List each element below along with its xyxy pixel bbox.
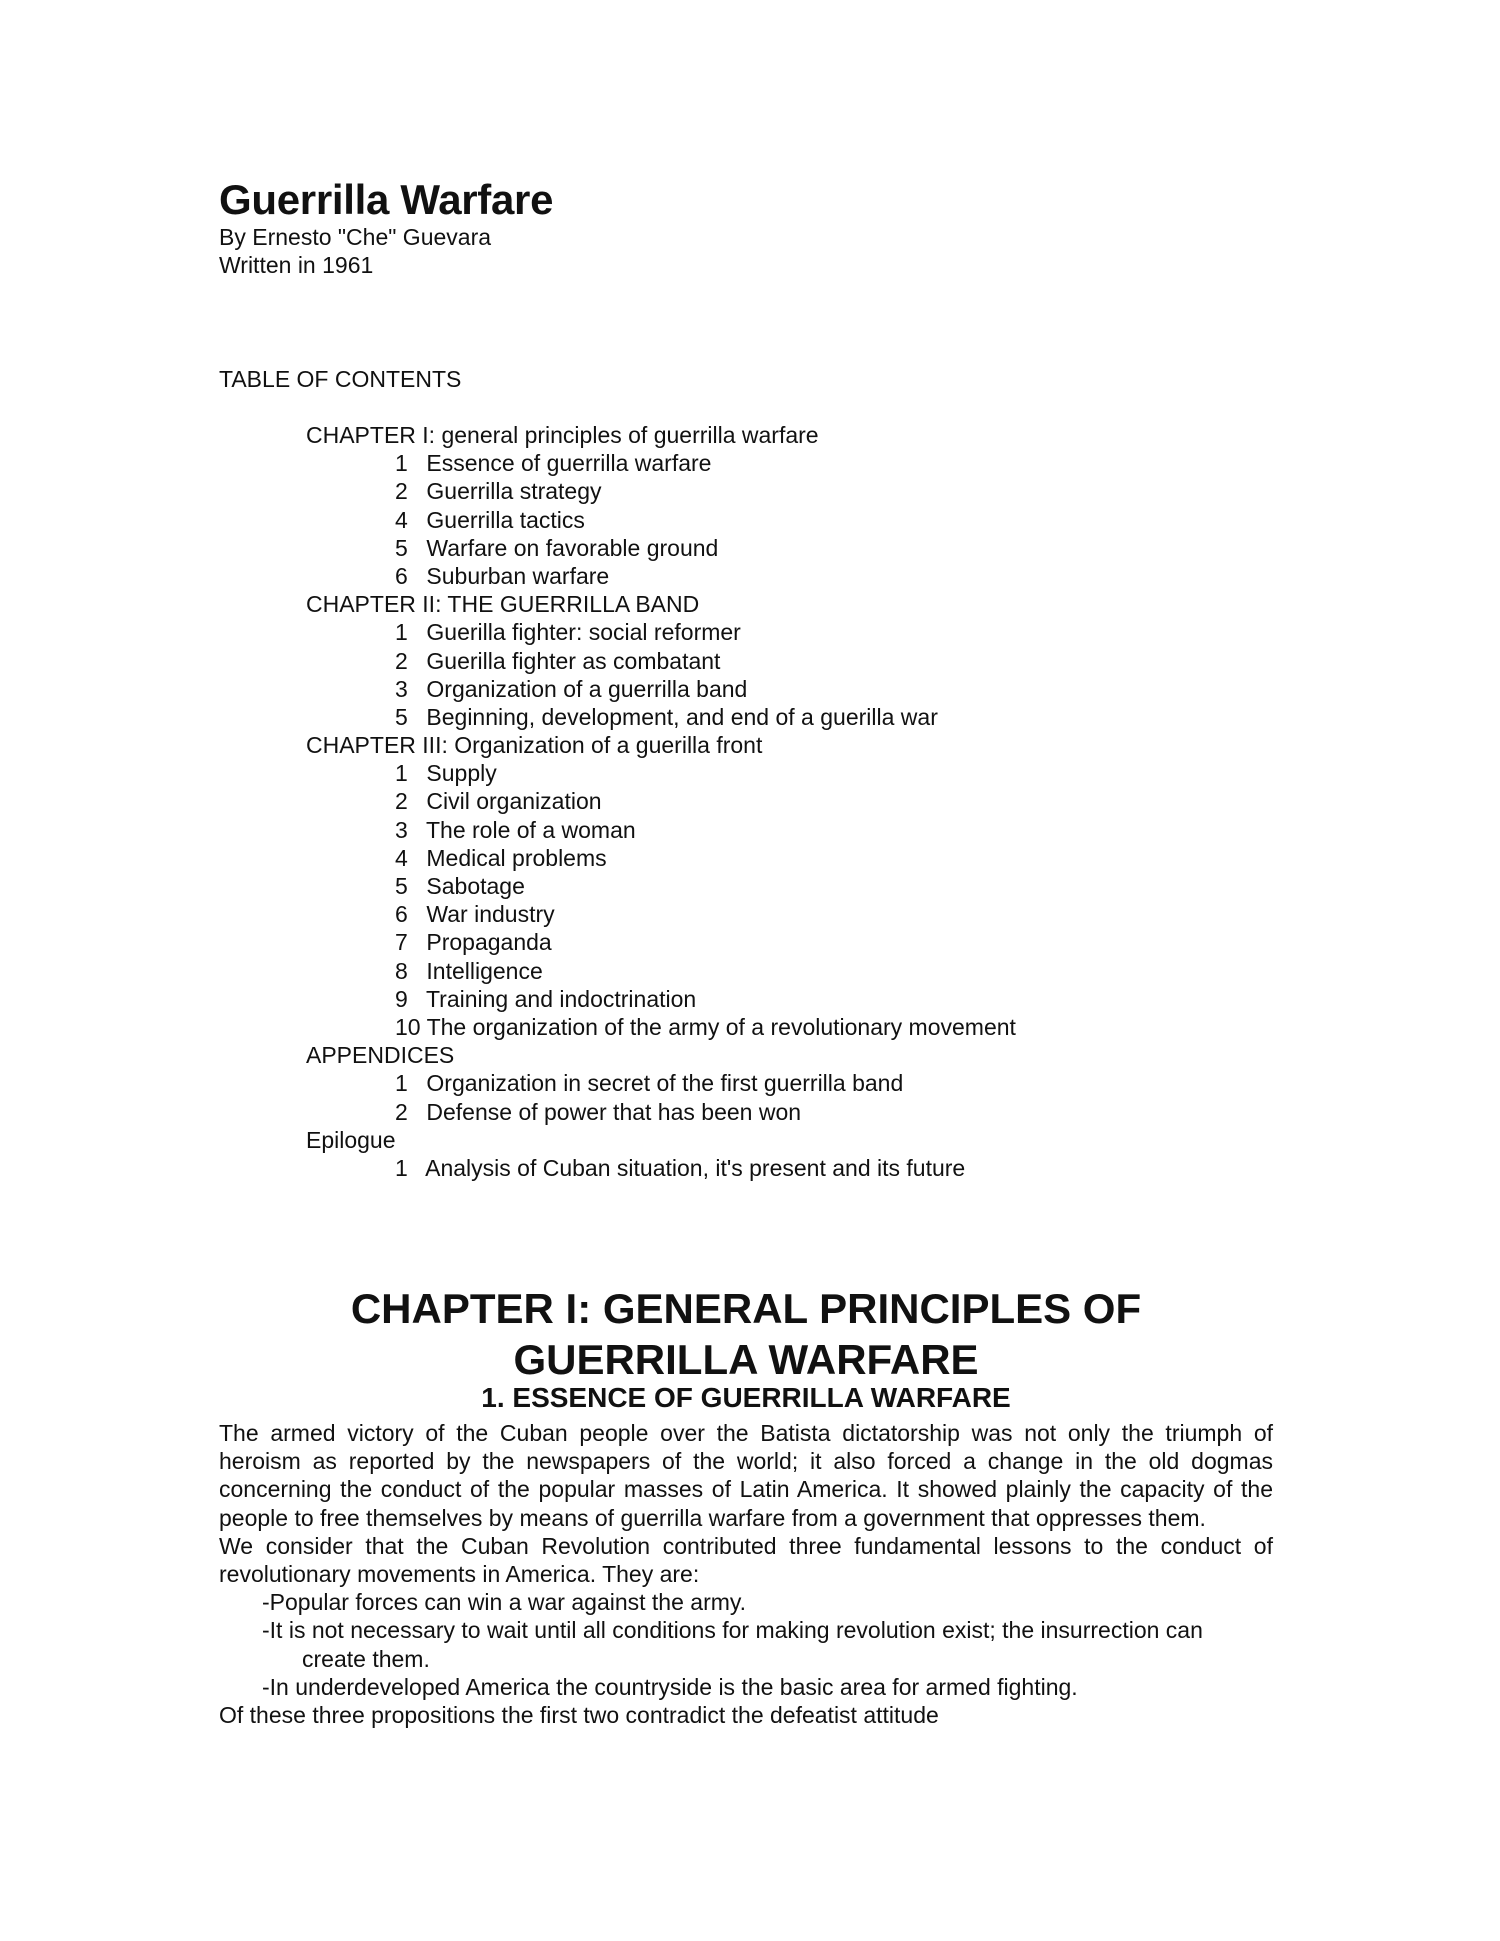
toc-item[interactable] — [306, 1013, 1016, 1041]
list-item: -In underdeveloped America the countryside is the basic area for armed fighting. — [262, 1673, 1078, 1700]
toc-item-number: 8 — [395, 957, 408, 984]
toc-item[interactable] — [306, 449, 1016, 477]
toc-item-number: 1 — [395, 1154, 408, 1181]
toc-item-number: 4 — [395, 506, 408, 533]
toc-item-text: Intelligence — [426, 957, 543, 984]
toc-item[interactable] — [306, 675, 1016, 703]
toc-item-text: The organization of the army of a revolutionary movement — [426, 1013, 1016, 1040]
toc-item[interactable] — [306, 534, 1016, 562]
toc-item[interactable] — [306, 928, 1016, 956]
document-date: Written in 1961 — [219, 252, 374, 278]
toc-item-number: 6 — [395, 562, 408, 589]
toc-item-text: Propaganda — [426, 929, 552, 956]
toc-item-number: 3 — [395, 816, 408, 843]
toc-item-text: Supply — [426, 760, 497, 787]
toc-item-number: 10 — [395, 1013, 421, 1040]
toc-item-text: Guerilla fighter: social reformer — [426, 619, 741, 646]
toc-item-number: 9 — [395, 985, 408, 1012]
toc-item-text: Defense of power that has been won — [426, 1098, 802, 1125]
document-author: By Ernesto "Che" Guevara — [219, 224, 492, 250]
chapter-body — [219, 1419, 1273, 1729]
toc-item-text: Medical problems — [426, 844, 607, 871]
toc-item[interactable] — [306, 872, 1016, 900]
toc-item[interactable] — [306, 703, 1016, 731]
list-item: -Popular forces can win a war against the army. — [262, 1589, 747, 1616]
toc-item-text: Organization of a guerrilla band — [426, 675, 748, 702]
toc-item-text: Sabotage — [426, 873, 525, 899]
toc-item-number: 2 — [395, 1098, 408, 1125]
toc-item[interactable] — [306, 787, 1016, 815]
paragraph: The armed victory of the Cuban people over the Batista dictatorship was not only the triumph of heroism as reported by the newspapers of the world; it also forced a change in the old dogmas concerning the conduct of the popular masses of Latin America. It showed plainly the capacity of the people to free themselves by means of guerrilla warfare from a government that oppresses them. — [219, 1420, 1273, 1531]
document-title: Guerrilla Warfare — [219, 176, 554, 223]
toc-item-number: 2 — [395, 647, 408, 674]
toc-item-text: Beginning, development, and end of a guerilla war — [426, 703, 938, 730]
toc-item[interactable] — [306, 562, 1016, 590]
toc-item-number: 2 — [395, 788, 408, 815]
toc-item-number: 6 — [395, 901, 408, 928]
toc-epilogue[interactable]: Epilogue — [306, 1126, 396, 1153]
toc-item-text: Training and indoctrination — [425, 985, 697, 1012]
table-of-contents — [306, 421, 1016, 1182]
toc-item-text: War industry — [426, 901, 555, 928]
toc-item-number: 1 — [395, 619, 408, 646]
paragraph: Of these three propositions the first two contradict the defeatist attitude — [219, 1702, 939, 1729]
list-item: -It is not necessary to wait until all conditions for making revolution exist; the insurrection can create them. — [262, 1617, 1203, 1672]
toc-item-number: 1 — [395, 450, 408, 477]
toc-item-text: Civil organization — [426, 788, 602, 815]
toc-item-number: 4 — [395, 844, 408, 871]
toc-item-number: 5 — [395, 703, 408, 730]
toc-item-number: 3 — [395, 675, 408, 702]
toc-item-text: Organization in secret of the first guerrilla band — [426, 1070, 904, 1097]
toc-item[interactable] — [306, 1154, 1016, 1182]
toc-heading: TABLE OF CONTENTS — [219, 366, 462, 392]
toc-item-text: Guerrilla strategy — [426, 478, 602, 505]
section-title: 1. ESSENCE OF GUERRILLA WARFARE — [481, 1382, 1011, 1413]
chapter-title-line: CHAPTER I: GENERAL PRINCIPLES OF — [350, 1285, 1142, 1332]
toc-item-text: Guerrilla tactics — [426, 506, 585, 533]
toc-item[interactable] — [306, 1069, 1016, 1097]
toc-item[interactable] — [306, 1098, 1016, 1126]
toc-item[interactable] — [306, 477, 1016, 505]
toc-item-text: Warfare on favorable ground — [426, 534, 719, 561]
toc-item[interactable] — [306, 759, 1016, 787]
toc-item-number: 5 — [395, 534, 408, 561]
toc-item-text: Suburban warfare — [426, 562, 610, 589]
toc-item[interactable] — [306, 816, 1016, 844]
chapter-title — [219, 1283, 1273, 1385]
toc-item-number: 1 — [395, 760, 408, 787]
toc-item[interactable] — [306, 506, 1016, 534]
toc-item-text: Essence of guerrilla warfare — [426, 450, 712, 477]
toc-item-number: 2 — [395, 478, 408, 505]
toc-item[interactable] — [306, 985, 1016, 1013]
toc-appendices[interactable]: APPENDICES — [306, 1042, 455, 1069]
toc-item[interactable] — [306, 957, 1016, 985]
toc-chapter-3[interactable]: CHAPTER III: Organization of a guerilla front — [306, 732, 763, 759]
toc-item[interactable] — [306, 900, 1016, 928]
paragraph: We consider that the Cuban Revolution contributed three fundamental lessons to the conduct of revolutionary movements in America. They are: — [219, 1532, 1273, 1588]
toc-item[interactable] — [306, 618, 1016, 646]
toc-item[interactable] — [306, 647, 1016, 675]
toc-item-number: 7 — [395, 929, 408, 956]
toc-item[interactable] — [306, 844, 1016, 872]
chapter-title-line: GUERRILLA WARFARE — [513, 1336, 979, 1383]
toc-item-text: Analysis of Cuban situation, it's present and its future — [425, 1154, 966, 1181]
toc-chapter-1[interactable]: CHAPTER I: general principles of guerrilla warfare — [306, 422, 819, 448]
toc-item-number: 5 — [395, 873, 408, 899]
toc-chapter-2[interactable]: CHAPTER II: THE GUERRILLA BAND — [306, 591, 700, 618]
toc-item-text: The role of a woman — [425, 816, 636, 843]
toc-item-text: Guerilla fighter as combatant — [426, 647, 721, 674]
toc-item-number: 1 — [395, 1070, 408, 1097]
